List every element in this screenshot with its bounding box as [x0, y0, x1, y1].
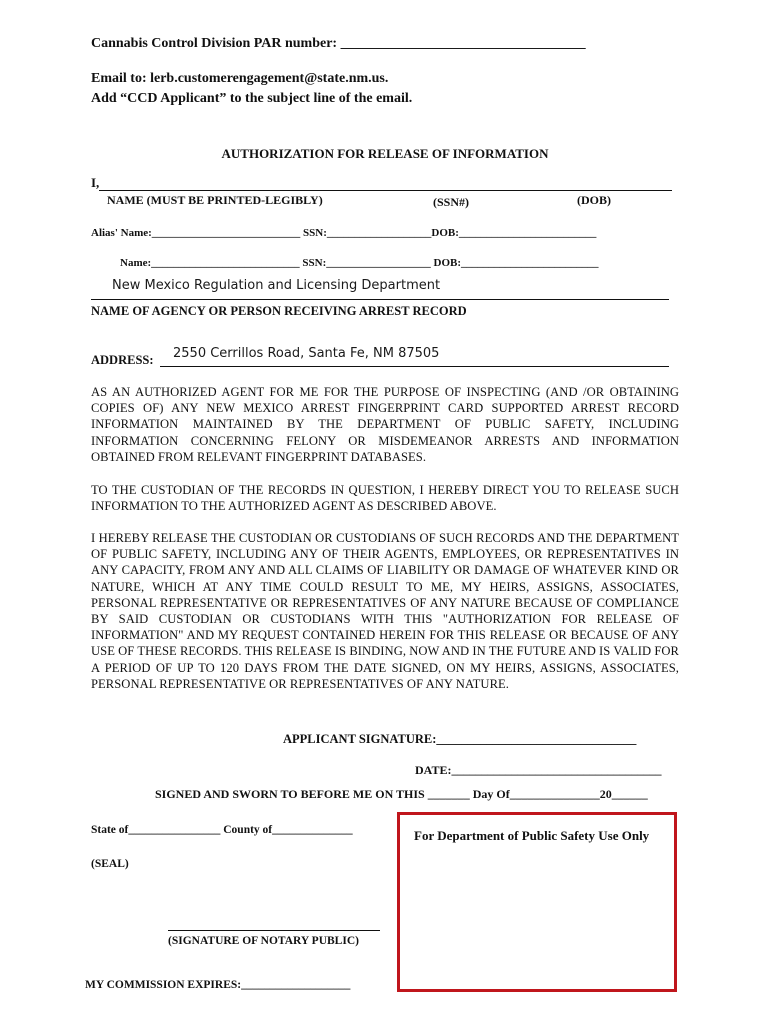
dob-label: (DOB) [577, 193, 611, 207]
dps-use-only-box [397, 812, 677, 992]
address-value[interactable]: 2550 Cerrillos Road, Santa Fe, NM 87505 [173, 346, 440, 361]
sworn-line[interactable]: SIGNED AND SWORN TO BEFORE ME ON THIS _______ Day Of_______________20______ [155, 787, 648, 801]
par-number-line: Cannabis Control Division PAR number: ___________________________________ [91, 36, 586, 51]
paragraph-release-liability: I HEREBY RELEASE THE CUSTODIAN OR CUSTODIANS OF SUCH RECORDS AND THE DEPARTMENT OF PUBLIC SAFETY, INCLUDING ANY OF THEIR AGENTS, EMPLOYEES, OR REPRESENTATIVES IN ANY CAPACITY, FROM ANY AND ALL CLAIMS OF LIABILITY OR DAMAGE OF WHATEVER KIND OR NATURE, WHICH AT ANY TIME COULD RESULT TO ME, MY HEIRS, ASSIGNS, ASSOCIATES, PERSONAL REPRESENTATIVE OR REPRESENTATIVES OF ANY NATURE BECAUSE OF COMPLIANCE BY SAID CUSTODIAN OR CUSTODIANS WITH THIS "AUTHORIZATION FOR RELEASE OF INFORMATION" AND MY REQUEST CONTAINED HEREIN FOR THIS RELEASE OR BECAUSE OF ANY USE OF THESE RECORDS. THIS RELEASE IS BINDING, NOW AND IN THE FUTURE AND IS VALID FOR A PERIOD OF UP TO 120 DAYS FROM THE DATE SIGNED, ON MY HEIRS, ASSIGNS, ASSOCIATES, PERSONAL REPRESENTATIVE OR REPRESENTATIVES OF ANY NATURE. [91, 531, 679, 691]
subject-instruction: Add “CCD Applicant” to the subject line of the email. [91, 91, 413, 106]
agency-underline [91, 299, 669, 300]
name-label: NAME (MUST BE PRINTED-LEGIBLY) [107, 193, 323, 207]
address-label: ADDRESS: [91, 353, 154, 367]
date-line[interactable]: DATE:___________________________________ [415, 763, 662, 777]
commission-expires-line[interactable]: MY COMMISSION EXPIRES:___________________ [85, 979, 351, 991]
email-instruction: Email to: lerb.customerengagement@state.nm.us. [91, 71, 389, 86]
applicant-prefix: I, [91, 175, 100, 190]
notary-signature-line[interactable] [168, 930, 380, 931]
agency-label: NAME OF AGENCY OR PERSON RECEIVING ARREST RECORD [91, 304, 467, 318]
notary-signature-label: (SIGNATURE OF NOTARY PUBLIC) [168, 935, 359, 947]
applicant-name-line[interactable] [99, 190, 672, 191]
form-title: AUTHORIZATION FOR RELEASE OF INFORMATION [221, 146, 549, 161]
dps-use-only-label: For Department of Public Safety Use Only [414, 828, 650, 843]
agency-value[interactable]: New Mexico Regulation and Licensing Department [112, 278, 441, 293]
state-county-line[interactable]: State of________________ County of______________ [91, 824, 353, 836]
ssn-label: (SSN#) [433, 195, 470, 209]
address-underline [160, 366, 669, 367]
applicant-signature-line[interactable]: APPLICANT SIGNATURE:________________________________ [283, 732, 637, 746]
paragraph-authorization: AS AN AUTHORIZED AGENT FOR ME FOR THE PURPOSE OF INSPECTING (AND /OR OBTAINING COPIES OF) ANY NEW MEXICO ARREST FINGERPRINT CARD SUPPORTED ARREST RECORD INFORMATION MAINTAINED BY THE DEPARTMENT OF PUBLIC SAFETY, INCLUDING INFORMATION CONCERNING FELONY OR MISDEMEANOR ARRESTS AND INFORMATION OBTAINED FROM RELEVANT FINGERPRINT DATABASES. [91, 385, 679, 464]
seal-label: (SEAL) [91, 858, 129, 870]
alias-name-line[interactable]: Alias' Name:___________________________ SSN:___________________DOB:_________________________ [91, 227, 597, 239]
alias-name-line-2[interactable]: Name:___________________________ SSN:___________________ DOB:_________________________ [120, 257, 599, 269]
paragraph-custodian-direction: TO THE CUSTODIAN OF THE RECORDS IN QUESTION, I HEREBY DIRECT YOU TO RELEASE SUCH INFORMATION TO THE AUTHORIZED AGENT AS DESCRIBED ABOVE. [91, 483, 679, 514]
